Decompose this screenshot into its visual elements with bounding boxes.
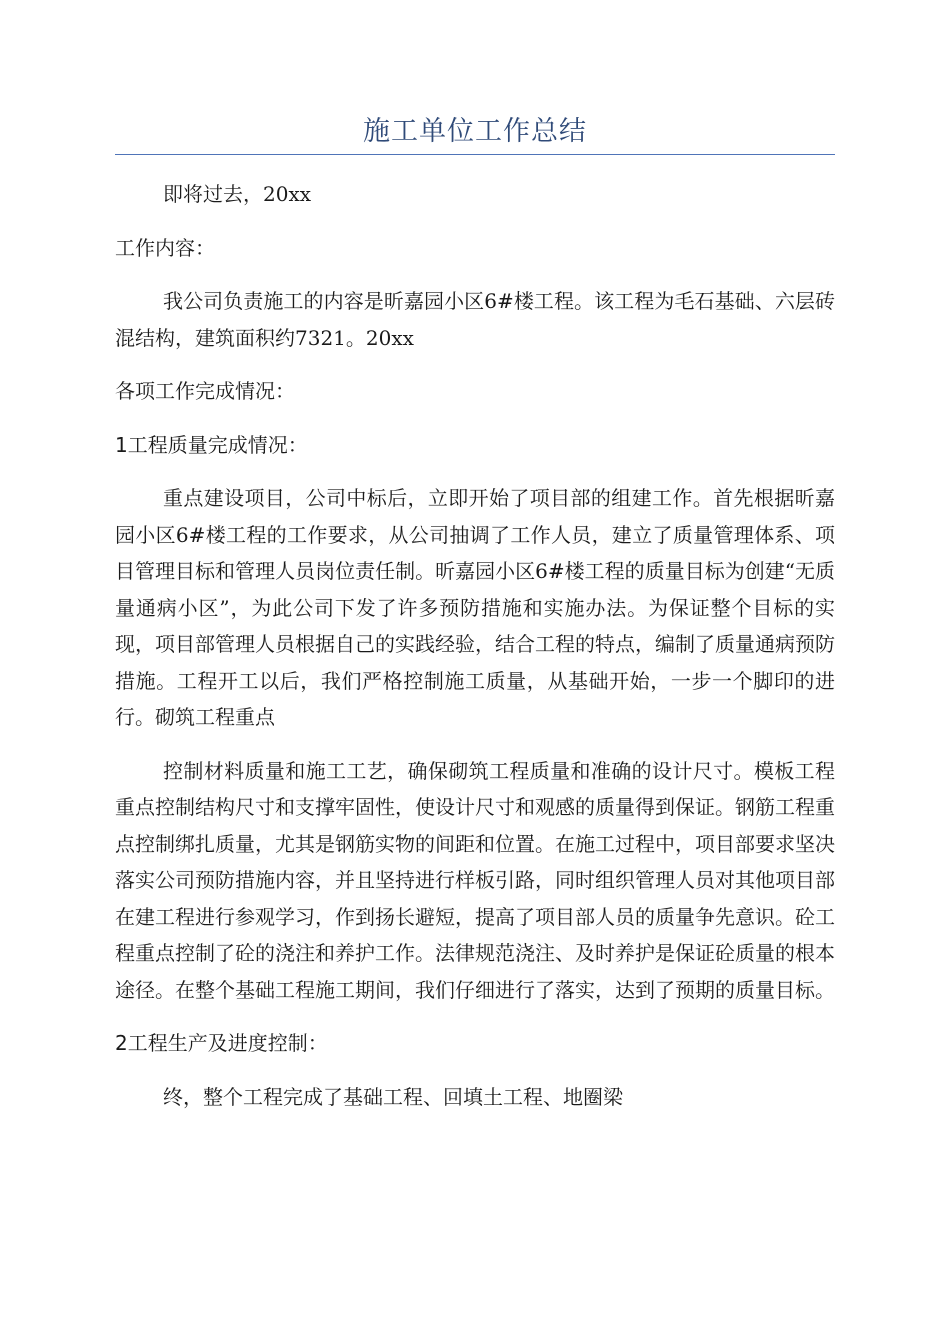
section-number: 2	[115, 1031, 128, 1055]
document-title: 施工单位工作总结	[363, 116, 587, 147]
paragraph-progress: 终，整个工程完成了基础工程、回填土工程、地圈梁	[163, 1084, 623, 1109]
paragraph-work-content-label: 工作内容：	[115, 235, 215, 260]
section-heading-progress	[115, 1025, 835, 1062]
paragraph-work-content: 我公司负责施工的内容是昕嘉园小区6#楼工程。该工程为毛石基础、六层砖混结构，建筑面积约7321。20xx	[115, 289, 835, 350]
paragraph-completion-label: 各项工作完成情况：	[115, 379, 295, 403]
section-number: 1	[115, 432, 128, 457]
paragraph-quality-1: 重点建设项目，公司中标后，立即开始了项目部的组建工作。首先根据昕嘉园小区6#楼工程的工作要求，从公司抽调了工作人员，建立了质量管理体系、项目管理目标和管理人员岗位责任制。昕嘉园小区6#楼工程的质量目标为创建“无质量通病小区”，为此公司下发了许多预防措施和实施办法。为保证整个目标的实现，项目部管理人员根据自己的实践经验，结合工程的特点，编制了质量通病预防措施。工程开工以后，我们严格控制施工质量，从基础开始，一步一个脚印的进行。砌筑工程重点	[115, 486, 835, 729]
paragraph-intro: 即将过去，20xx	[163, 182, 312, 206]
paragraph-quality-2: 控制材料质量和施工工艺，确保砌筑工程质量和准确的设计尺寸。模板工程重点控制结构尺寸和支撑牢固性，使设计尺寸和观感的质量得到保证。钢筋工程重点控制绑扎质量，尤其是钢筋实物的间距和位置。在施工过程中，项目部要求坚决落实公司预防措施内容，并且坚持进行样板引路，同时组织管理人员对其他项目部在建工程进行参观学习，作到扬长避短，提高了项目部人员的质量争先意识。砼工程重点控制了砼的浇注和养护工作。法律规范浇注、及时养护是保证砼质量的根本途径。在整个基础工程施工期间，我们仔细进行了落实，达到了预期的质量目标。	[115, 758, 835, 1002]
section-heading-text: 工程质量完成情况：	[127, 432, 308, 457]
section-heading-text: 工程生产及进度控制：	[127, 1031, 328, 1055]
section-heading-quality	[115, 427, 835, 464]
title-underline	[115, 154, 835, 155]
document-body	[115, 176, 835, 1132]
